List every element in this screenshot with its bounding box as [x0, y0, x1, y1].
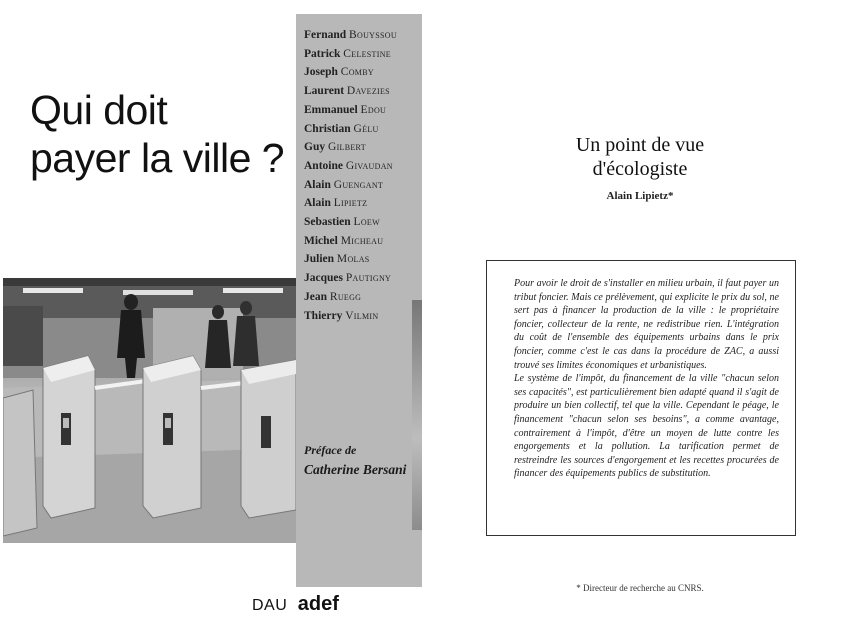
author-item: Julien Molas [304, 253, 370, 266]
preface-credit [304, 442, 406, 480]
author-item: Thierry Vilmin [304, 309, 379, 322]
author-item: Patrick Celestine [304, 47, 391, 60]
publisher-dau: DAU [252, 597, 288, 614]
cover-title-line-1: Qui doit [30, 87, 168, 133]
author-item: Sebastien Loew [304, 216, 380, 229]
article-page [430, 0, 850, 620]
author-item: Jacques Pautigny [304, 272, 392, 285]
publisher-logos [252, 593, 339, 616]
author-item: Christian Gélu [304, 122, 379, 135]
metro-turnstiles-illustration [3, 278, 296, 543]
author-item: Emmanuel Edou [304, 103, 387, 116]
author-item: Jean Ruegg [304, 290, 362, 303]
cover-photo-metro-turnstiles [3, 278, 296, 543]
footnote: * Directeur de recherche au CNRS. [576, 583, 704, 593]
abstract-paragraph-2: Le système de l'impôt, du financement de la ville "chacun selon ses capacités", est particulièrement bien adapté quand il s'agit de produire un bien collectif, tel que la ville. Cependant le péage, le financement "chacun selon ses besoins", a comme avantage, contrairement à l'impôt, d'être un moyen de lutte contre les engorgements et la pollution. La tarification permet de restreindre les sources d'engorgement et les recettes procurées de financer des équipements publics de substitution. [514, 373, 779, 480]
author-item: Antoine Givaudan [304, 159, 393, 172]
author-item: Laurent Davezies [304, 85, 390, 98]
author-item: Joseph Comby [304, 66, 374, 79]
article-title-line-1: Un point de vue [575, 134, 705, 156]
publisher-adef: adef [297, 593, 339, 615]
author-list [304, 26, 397, 325]
author-column [296, 14, 422, 587]
author-item: Alain Lipietz [304, 197, 368, 210]
abstract-paragraph-1: Pour avoir le droit de s'installer en milieu urbain, il faut payer un tribut foncier. Mais ce prélèvement, qui explicite le prix du sol, ne sert pas à financer la production de la ville : le propriétaire foncier, collecteur de la rente, ne redistribue rien. L'intégration du coût de l'ensemble des équipements urbains dans le prix foncier, comme c'est le cas dans la procédure de ZAC, a aussi trouvé ses limites économiques et urbanistiques. [514, 278, 779, 371]
article-title-line-2: d'écologiste [592, 158, 688, 180]
author-item: Michel Micheau [304, 234, 384, 247]
preface-author: Catherine Bersani [304, 462, 407, 477]
article-title [430, 133, 850, 181]
article-author: Alain Lipietz* [606, 190, 674, 202]
abstract-box [486, 260, 796, 536]
preface-label: Préface de [304, 443, 357, 457]
cover-title-line-2: payer la ville ? [30, 135, 285, 181]
author-item: Fernand Bouyssou [304, 29, 397, 41]
cover-photo-strip [412, 300, 422, 530]
author-item: Guy Gilbert [304, 141, 366, 154]
author-item: Alain Guengant [304, 178, 384, 191]
cover-title [30, 86, 290, 182]
